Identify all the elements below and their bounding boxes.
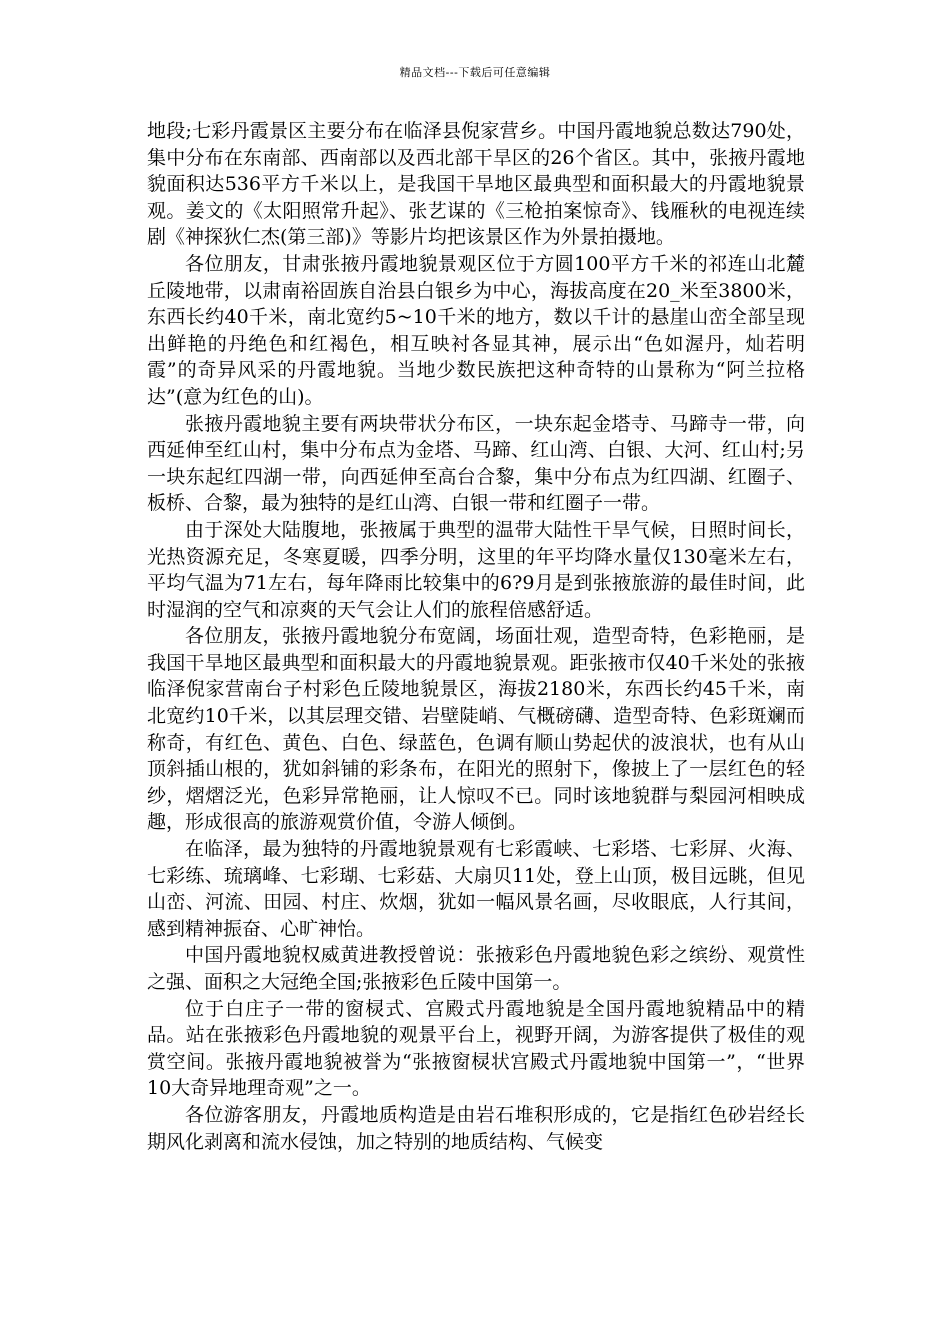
paragraph-9: 各位游客朋友，丹霞地质构造是由岩石堆积形成的，它是指红色砂岩经长期风化剥离和流水侵蚀，加之特别的地质结构、气候变	[147, 1103, 805, 1153]
paragraph-7: 中国丹霞地貌权威黄进教授曾说：张掖彩色丹霞地貌色彩之缤纷、观赏性之强、面积之大冠绝全国;张掖彩色丘陵中国第一。	[147, 944, 805, 993]
document-body	[147, 118, 805, 1155]
paragraph-8: 位于白庄子一带的窗棂式、宫殿式丹霞地貌是全国丹霞地貌精品中的精品。站在张掖彩色丹霞地貌的观景平台上，视野开阔，为游客提供了极佳的观赏空间。张掖丹霞地貌被誉为“张掖窗棂状宫殿式丹霞地貌中国第一”，“世界10大奇异地理奇观”之一。	[147, 997, 805, 1100]
paragraph-5: 各位朋友，张掖丹霞地貌分布宽阔，场面壮观，造型奇特，色彩艳丽，是我国干旱地区最典型和面积最大的丹霞地貌景观。距张掖市仅40千米处的张掖临泽倪家营南台子村彩色丘陵地貌景区，海拔2180米，东西长约45千米，南北宽约10千米，以其层理交错、岩壁陡峭、气概磅礴、造型奇特、色彩斑斓而称奇，有红色、黄色、白色、绿蓝色，色调有顺山势起伏的波浪状，也有从山顶斜插山根的，犹如斜铺的彩条布，在阳光的照射下，像披上了一层红色的轻纱，熠熠泛光，色彩异常艳丽，让人惊叹不已。同时该地貌群与梨园河相映成趣，形成很高的旅游观赏价值，令游人倾倒。	[147, 625, 805, 834]
paragraph-1: 地段;七彩丹霞景区主要分布在临泽县倪家营乡。中国丹霞地貌总数达790处，集中分布在东南部、西南部以及西北部干旱区的26个省区。其中，张掖丹霞地貌面积达536平方千米以上，是我国干旱地区最典型和面积最大的丹霞地貌景观。姜文的《太阳照常升起》、张艺谋的《三枪拍案惊奇》、钱雁秋的电视连续剧《神探狄仁杰(第三部)》等影片均把该景区作为外景拍摄地。	[147, 120, 805, 249]
paragraph-3: 张掖丹霞地貌主要有两块带状分布区，一块东起金塔寺、马蹄寺一带，向西延伸至红山村，集中分布点为金塔、马蹄、红山湾、白银、大河、红山村;另一块东起红四湖一带，向西延伸至高台合黎，集中分布点为红四湖、红圈子、板桥、合黎，最为独特的是红山湾、白银一带和红圈子一带。	[147, 412, 805, 515]
page-header: 精品文档---下载后可任意编辑	[399, 66, 551, 79]
paragraph-6: 在临泽，最为独特的丹霞地貌景观有七彩霞峡、七彩塔、七彩屏、火海、七彩练、琉璃峰、七彩瑚、七彩菇、大扇贝11处，登上山顶，极目远眺，但见山峦、河流、田园、村庄、炊烟，犹如一幅风景名画，尽收眼底，人行其间，感到精神振奋、心旷神怡。	[147, 838, 805, 940]
paragraph-2: 各位朋友，甘肃张掖丹霞地貌景观区位于方圆100平方千米的祁连山北麓丘陵地带，以肃南裕固族自治县白银乡为中心，海拔高度在20_米至3800米，东西长约40千米，南北宽约5~10千米的地方，数以千计的悬崖山峦全部呈现出鲜艳的丹绝色和红褐色，相互映衬各显其神，展示出“色如渥丹，灿若明霞”的奇异风采的丹霞地貌。当地少数民族把这种奇特的山景称为“阿兰拉格达”(意为红色的山)。	[147, 252, 805, 408]
paragraph-4: 由于深处大陆腹地，张掖属于典型的温带大陆性干旱气候，日照时间长，光热资源充足，冬寒夏暖，四季分明，这里的年平均降水量仅130毫米左右，平均气温为71左右，每年降雨比较集中的6?9月是到张掖旅游的最佳时间，此时湿润的空气和凉爽的天气会让人们的旅程倍感舒适。	[147, 518, 805, 621]
